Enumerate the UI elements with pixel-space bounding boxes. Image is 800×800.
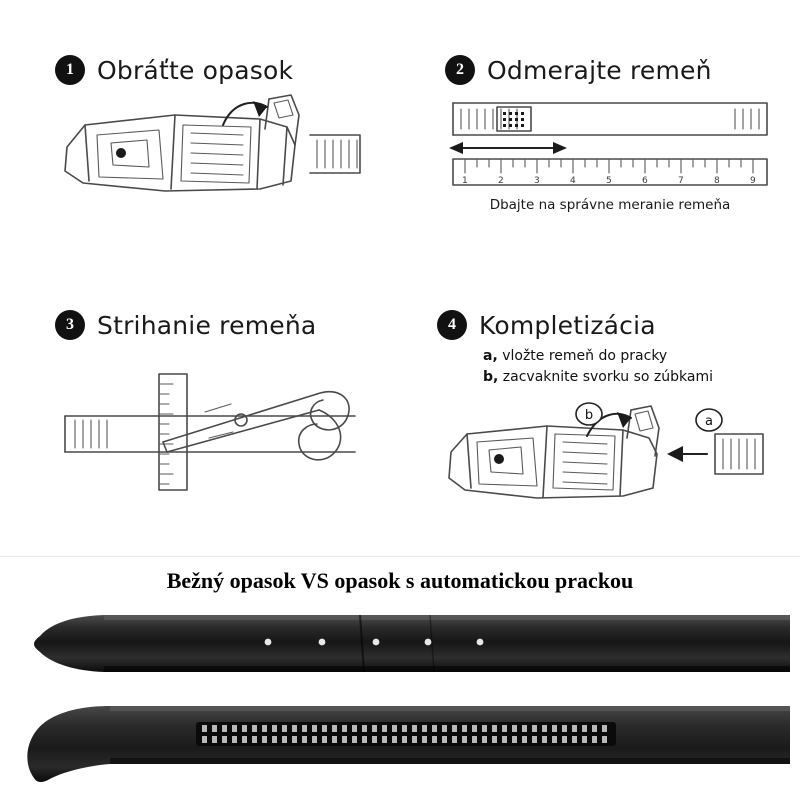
step-1-title: Obráťte opasok [97,55,294,85]
step-1-header [55,55,365,85]
step-3-title: Strihanie remeňa [97,310,317,340]
step-1-badge: 1 [55,55,85,85]
svg-text:3: 3 [534,176,540,186]
svg-text:7: 7 [678,176,684,186]
belt-comparison [0,600,800,800]
buckle-assembly-icon [437,390,767,520]
svg-text:2: 2 [498,176,504,186]
svg-text:4: 4 [570,176,576,186]
step-2-badge: 2 [445,55,475,85]
automatic-buckle-belt [0,688,800,798]
svg-text:5: 5 [606,176,612,186]
scissors-cut-icon [55,340,375,500]
svg-text:6: 6 [642,176,648,186]
svg-text:1: 1 [462,176,468,186]
belt-buckle-flip-icon [55,85,365,205]
classic-belt [0,600,800,690]
step-3-badge: 3 [55,310,85,340]
step-4-subline-b-text: zacvaknite svorku so zúbkami [498,369,713,385]
step-4-marker-b: b, [483,369,499,385]
step-1 [55,55,365,205]
step-3-header [55,310,375,340]
step-4-subline-a-text: vložte remeň do pracky [497,348,668,364]
section-divider [0,556,800,557]
comparison-title: Bežný opasok VS opasok s automatickou prackou [166,568,634,593]
step-2-caption: Dbajte na správne meranie remeňa [489,197,731,213]
step-4-subline-a [483,346,767,367]
step-4-subline-b [483,367,767,388]
step-4-title: Kompletizácia [479,310,656,340]
step-4 [437,310,767,520]
svg-text:8: 8 [714,176,720,186]
svg-text:b: b [584,408,594,423]
step-2-header [445,55,775,85]
step-4-sublines [483,346,767,388]
step-4-marker-a: a, [483,348,498,364]
ruler-measure-icon [445,85,775,213]
step-2-title: Odmerajte remeň [487,55,712,85]
step-4-badge: 4 [437,310,467,340]
step-3 [55,310,375,500]
step-4-header [437,310,767,340]
step-2 [445,55,775,213]
svg-text:a: a [705,414,713,429]
svg-text:9: 9 [750,176,756,186]
